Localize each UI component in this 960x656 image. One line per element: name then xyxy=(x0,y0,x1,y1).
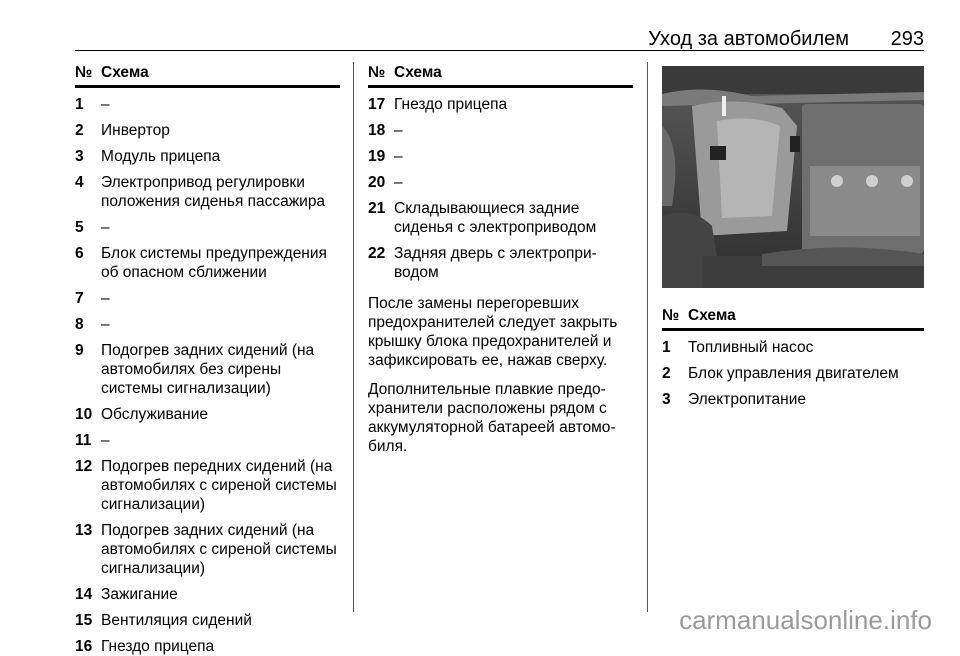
table-row xyxy=(75,637,340,656)
row-number: 1 xyxy=(75,96,84,113)
row-number: 13 xyxy=(75,522,93,539)
table-row xyxy=(368,147,633,166)
header-rule xyxy=(75,50,924,51)
column-divider xyxy=(353,62,354,612)
row-text: Гнездо прицепа xyxy=(394,96,508,113)
row-number: 8 xyxy=(75,316,84,333)
row-number: 2 xyxy=(75,122,84,139)
paragraph-replace-fuses: После замены перегоревших предохранителей следует закрыть крышку блока предохранителей и зафиксировать ее, нажав сверху. xyxy=(368,295,618,369)
fuse-table-2 xyxy=(368,63,633,456)
row-number: 5 xyxy=(75,219,84,236)
row-text: Складывающиеся задние сиденья с электроприводом xyxy=(394,200,597,236)
table-row xyxy=(75,457,340,514)
row-text: – xyxy=(394,148,403,165)
header-num: № xyxy=(75,64,93,81)
watermark: carmanualsonline.info xyxy=(679,605,932,635)
row-text: – xyxy=(101,432,110,449)
row-number: 10 xyxy=(75,406,93,423)
table-row xyxy=(368,199,633,237)
row-text: Блок системы предупреждения об опасном сближении xyxy=(101,245,327,281)
table-row xyxy=(662,390,924,409)
table-row xyxy=(75,173,340,211)
row-text: Вентиляция сидений xyxy=(101,612,252,629)
header-label: Схема xyxy=(101,64,149,81)
row-number: 1 xyxy=(662,339,671,356)
header-num: № xyxy=(662,307,680,324)
table-row xyxy=(75,121,340,140)
row-number: 19 xyxy=(368,148,386,165)
header-num: № xyxy=(368,64,386,81)
table-row xyxy=(368,121,633,140)
row-number: 15 xyxy=(75,612,93,629)
row-text: – xyxy=(101,96,110,113)
table-header xyxy=(662,306,924,331)
row-text: Электропитание xyxy=(688,391,807,408)
row-text: Задняя дверь с электроприводом xyxy=(394,245,597,281)
paragraph-extra-fuses: Дополнительные плавкие предохранители расположены рядом с аккумуляторной батареей автомобиля. xyxy=(368,381,616,455)
table-header xyxy=(368,63,633,88)
fuse-table-1 xyxy=(75,63,340,656)
row-text: Блок управления двигателем xyxy=(688,365,899,382)
table-row xyxy=(75,431,340,450)
row-number: 12 xyxy=(75,458,93,475)
row-number: 2 xyxy=(662,365,671,382)
row-number: 14 xyxy=(75,586,93,603)
row-number: 11 xyxy=(75,432,92,449)
row-number: 7 xyxy=(75,290,84,307)
header-label: Схема xyxy=(394,64,442,81)
row-number: 4 xyxy=(75,174,84,191)
row-number: 9 xyxy=(75,342,84,359)
table-row xyxy=(75,315,340,334)
table-row xyxy=(368,244,633,282)
table-row xyxy=(75,289,340,308)
row-number: 17 xyxy=(368,96,386,113)
table-row xyxy=(368,95,633,114)
row-text: – xyxy=(101,316,110,333)
row-number: 3 xyxy=(75,148,84,165)
row-number: 6 xyxy=(75,245,84,262)
table-row xyxy=(75,611,340,630)
row-number: 20 xyxy=(368,174,386,191)
column-divider xyxy=(647,62,648,612)
row-text: Подогрев задних сидений (на автомобилях с сиреной системы сигнализации) xyxy=(101,522,337,577)
row-number: 16 xyxy=(75,638,93,655)
row-text: Топливный насос xyxy=(688,339,814,356)
table-row xyxy=(75,341,340,398)
table-row xyxy=(75,95,340,114)
table-row xyxy=(662,364,924,383)
row-text: Модуль прицепа xyxy=(101,148,221,165)
row-text: Инвертор xyxy=(101,122,170,139)
row-text: Подогрев передних сидений (на автомобилях с сиреной системы сигнализации) xyxy=(101,458,337,513)
fuse-table-3 xyxy=(662,306,924,409)
row-number: 21 xyxy=(368,200,386,217)
row-number: 22 xyxy=(368,245,386,262)
row-text: – xyxy=(101,219,110,236)
row-number: 18 xyxy=(368,122,386,139)
table-row xyxy=(662,338,924,357)
table-row xyxy=(75,218,340,237)
header-label: Схема xyxy=(688,307,736,324)
table-header xyxy=(75,63,340,88)
page-title: Уход за автомобилем xyxy=(648,28,849,50)
table-row xyxy=(75,521,340,578)
page-number: 293 xyxy=(890,28,924,50)
row-text: Электропривод регулировки положения сиденья пассажира xyxy=(101,174,326,210)
table-row xyxy=(75,244,340,282)
table-row xyxy=(75,585,340,604)
row-text: Подогрев задних сидений (на автомобилях без сирены системы сигнализации) xyxy=(101,342,315,397)
row-text: Обслуживание xyxy=(101,406,209,423)
table-row xyxy=(75,405,340,424)
row-text: – xyxy=(394,174,403,191)
fuse-box-photo xyxy=(662,66,924,288)
row-text: – xyxy=(394,122,403,139)
table-row xyxy=(75,147,340,166)
table-row xyxy=(368,173,633,192)
row-text: – xyxy=(101,290,110,307)
row-text: Зажигание xyxy=(101,586,178,603)
row-text: Гнездо прицепа xyxy=(101,638,215,655)
row-number: 3 xyxy=(662,391,671,408)
